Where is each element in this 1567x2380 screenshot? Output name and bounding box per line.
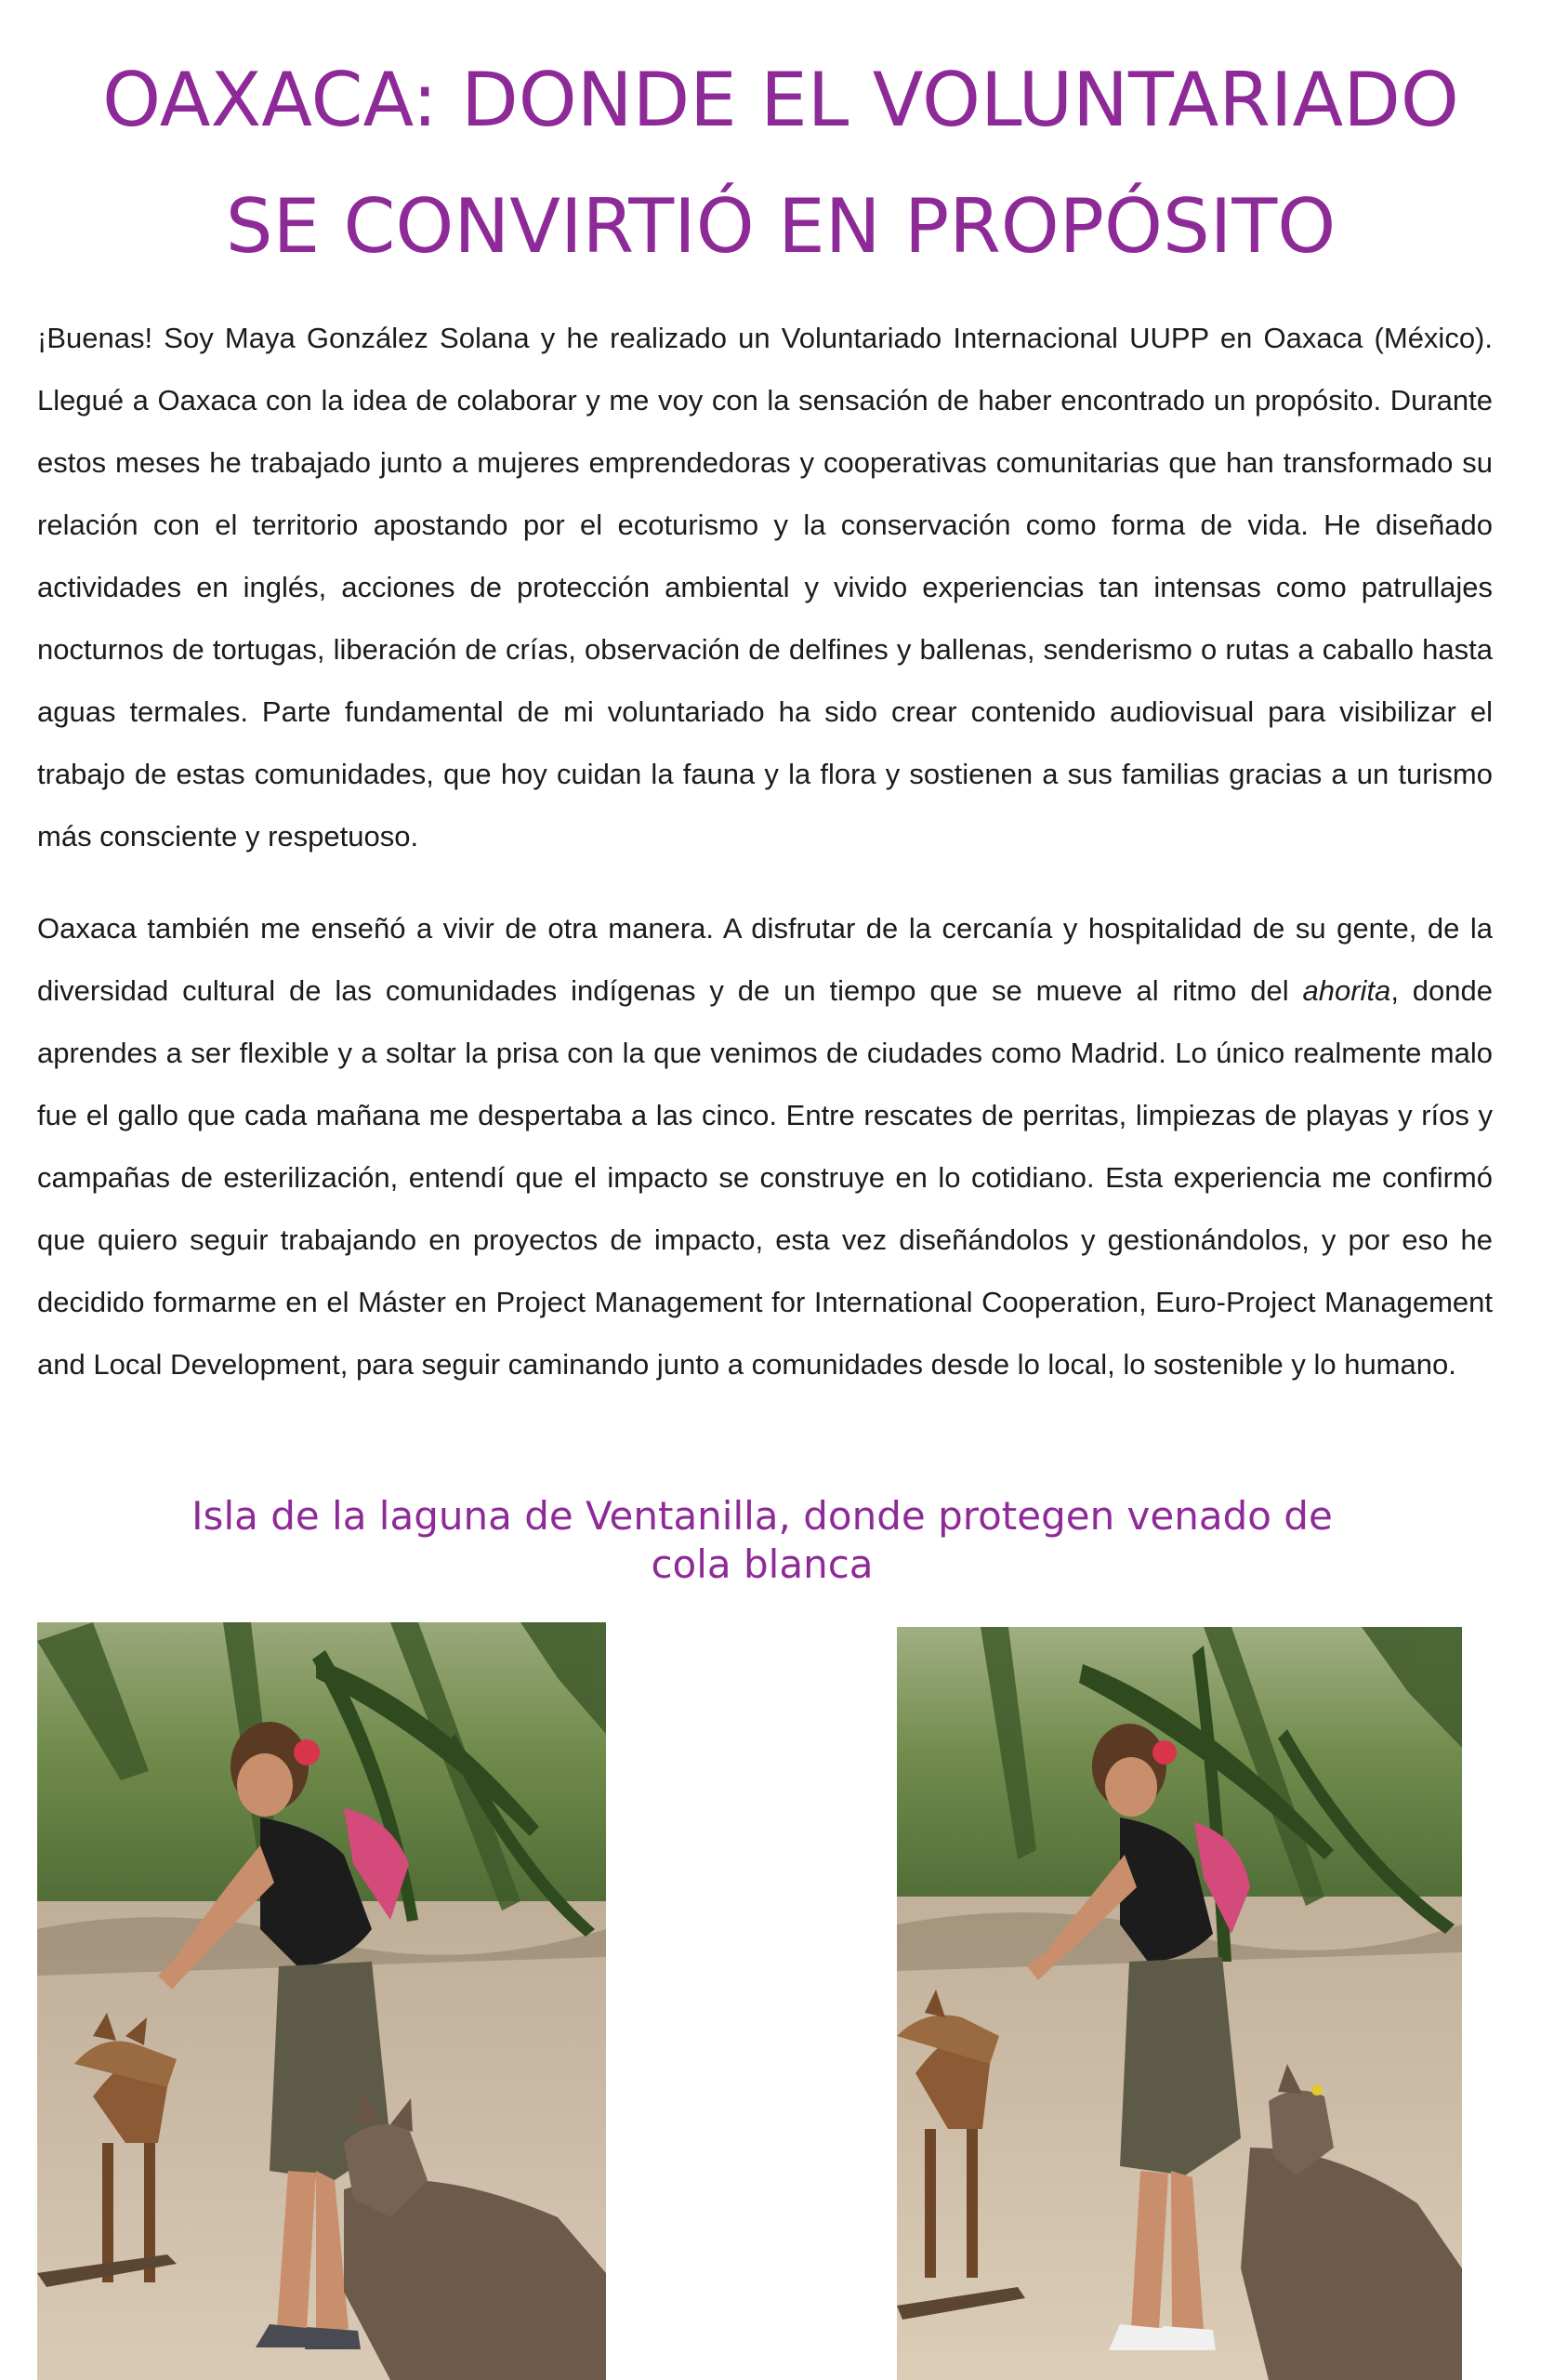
title-line-2: SE CONVIRTIÓ EN PROPÓSITO (225, 183, 1337, 270)
photo-illustration-left (37, 1622, 606, 2380)
photo-caption (167, 1492, 1357, 1589)
paragraph-experience (37, 897, 1493, 1395)
caption-line-1: Isla de la laguna de Ventanilla, donde protegen venado de (191, 1493, 1333, 1539)
paragraph-experience-text-2: , donde aprendes a ser flexible y a soltar la prisa con la que venimos de ciudades como Madrid. Lo único realmente malo fue el gallo que cada mañana me despertaba a las cinco. Entre rescates de perritas, limpiezas de playas y ríos y campañas de esterilización, entendí que el impacto se construye en lo cotidiano. Esta experiencia me confirmó que quiero seguir trabajando en proyectos de impacto, esta vez diseñándolos y gestionándolos, y por eso he decidido formarme en el Máster en Project Management for International Cooperation, Euro-Project Management and Local Development, para seguir caminando junto a comunidades desde lo local, lo sostenible y lo humano. (37, 974, 1493, 1381)
paragraph-experience-italic: ahorita (1302, 974, 1391, 1007)
title-line-1: OAXACA: DONDE EL VOLUNTARIADO (102, 57, 1459, 143)
article-title (37, 37, 1524, 290)
photo-woman-feeding-deer-right (897, 1627, 1462, 2380)
caption-line-2: cola blanca (651, 1541, 874, 1587)
paragraph-experience-text-1: Oaxaca también me enseñó a vivir de otra manera. A disfrutar de la cercanía y hospitalidad de su gente, de la diversidad cultural de las comunidades indígenas y de un tiempo que se mueve al ritmo del (37, 912, 1493, 1007)
photo-illustration-right (897, 1627, 1462, 2380)
photo-woman-feeding-deer-left (37, 1622, 606, 2380)
paragraph-intro: ¡Buenas! Soy Maya González Solana y he realizado un Voluntariado Internacional UUPP en Oaxaca (México). Llegué a Oaxaca con la idea de colaborar y me voy con la sensación de haber encontrado un propósito. Durante estos meses he trabajado junto a mujeres emprendedoras y cooperativas comunitarias que han transformado su relación con el territorio apostando por el ecoturismo y la conservación como forma de vida. He diseñado actividades en inglés, acciones de protección ambiental y vivido experiencias tan intensas como patrullajes nocturnos de tortugas, liberación de crías, observación de delfines y ballenas, senderismo o rutas a caballo hasta aguas termales. Parte fundamental de mi voluntariado ha sido crear contenido audiovisual para visibilizar el trabajo de estas comunidades, que hoy cuidan la fauna y la flora y sostienen a sus familias gracias a un turismo más consciente y respetuoso. (37, 322, 1493, 853)
